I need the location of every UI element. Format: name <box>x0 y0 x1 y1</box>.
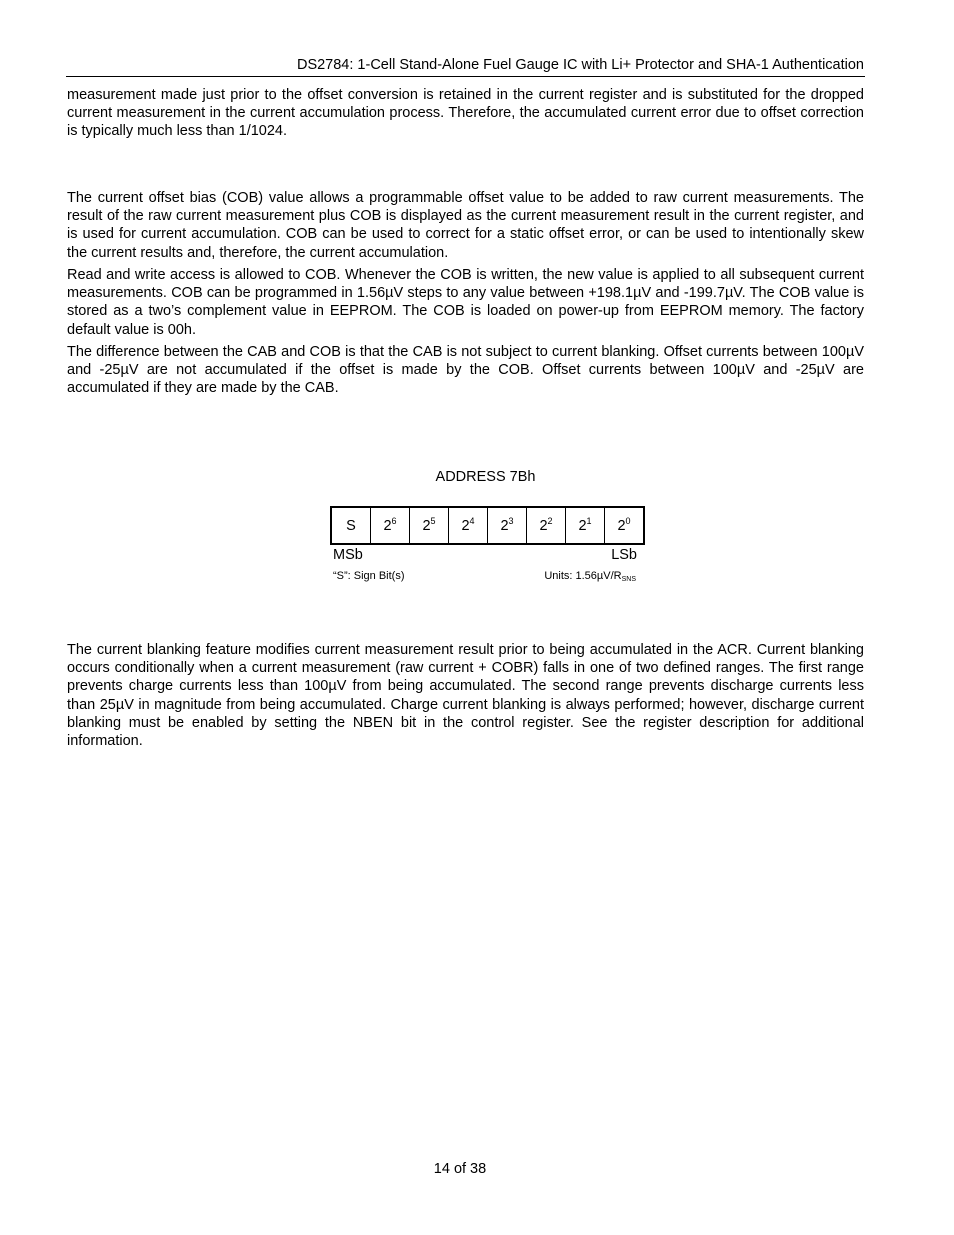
bit-base: 2 <box>578 517 587 534</box>
paragraph-cab-vs-cob: The difference between the CAB and COB is that the CAB is not subject to current blanking. Offset currents between 100µV and -25µV are not accumulated if the offset is made by the COB. Offset currents between 100µV and -25µV are accumulated if they are made by the CAB. <box>67 344 864 397</box>
register-bit-cell <box>527 507 566 544</box>
paragraph-offset-correction: measurement made just prior to the offset conversion is retained in the current register and is substituted for the dropped current measurement in the current accumulation process. Therefore, the accumulated current error due to offset correction is typically much less than 1/1024. <box>67 87 864 140</box>
bit-base: 2 <box>461 517 470 534</box>
register-bit-cell <box>371 507 410 544</box>
bit-exponent: 2 <box>547 515 553 526</box>
paragraph-cob-access: Read and write access is allowed to COB. Whenever the COB is written, the new value is applied to all subsequent current measurements. COB can be programmed in 1.56µV steps to any value between +198.1µV and -199.7µV. The COB value is stored as a two’s complement value in EEPROM. The COB is loaded on power-up from EEPROM memory. The factory default value is 00h. <box>67 267 864 338</box>
units-note <box>544 569 636 587</box>
bit-exponent: 3 <box>508 515 514 526</box>
msb-label: MSb <box>333 547 363 563</box>
bit-base: S <box>346 517 356 534</box>
sign-bit-note: “S”: Sign Bit(s) <box>333 570 405 582</box>
register-bit-cell <box>449 507 488 544</box>
bit-exponent: 5 <box>430 515 436 526</box>
bit-exponent: 1 <box>586 515 592 526</box>
register-bit-cell <box>331 507 371 544</box>
register-bit-cell <box>566 507 605 544</box>
bit-exponent: 0 <box>625 515 631 526</box>
bit-exponent: 4 <box>469 515 475 526</box>
bit-base: 2 <box>500 517 509 534</box>
units-text: Units: 1.56µV/R <box>544 570 622 582</box>
register-bit-row <box>331 507 644 544</box>
units-subscript: SNS <box>621 576 636 583</box>
page-number: 14 of 38 <box>433 1161 487 1177</box>
paragraph-cob-description: The current offset bias (COB) value allows a programmable offset value to be added to raw current measurements. The result of the raw current measurement plus COB is displayed as the current measurement result in the current register, and is used for current accumulation. COB can be used to correct for a static offset error, or can be used to intentionally skew the current results and, therefore, the current accumulation. <box>67 190 864 261</box>
paragraph-current-blanking: The current blanking feature modifies current measurement result prior to being accumulated in the ACR. Current blanking occurs conditionally when a current measurement (raw current + COBR) falls in one of two defined ranges. The first range prevents charge currents less than 100µV from being accumulated. The second range prevents discharge currents less than 25µV in magnitude from being accumulated. Charge current blanking is always performed; however, discharge current blanking must be enabled by setting the NBEN bit in the control register. See the register description for additional information. <box>67 642 864 750</box>
bit-exponent: 6 <box>391 515 397 526</box>
register-address-title: ADDRESS 7Bh <box>435 469 536 485</box>
header-rule <box>66 76 865 77</box>
register-bit-cell <box>605 507 645 544</box>
page-header: DS2784: 1-Cell Stand-Alone Fuel Gauge IC with Li+ Protector and SHA-1 Authentication <box>296 57 864 73</box>
bit-base: 2 <box>617 517 626 534</box>
register-bit-cell <box>410 507 449 544</box>
register-bit-cell <box>488 507 527 544</box>
bit-base: 2 <box>422 517 431 534</box>
lsb-label: LSb <box>611 547 637 563</box>
register-bit-table <box>330 506 645 545</box>
bit-base: 2 <box>383 517 392 534</box>
bit-base: 2 <box>539 517 548 534</box>
